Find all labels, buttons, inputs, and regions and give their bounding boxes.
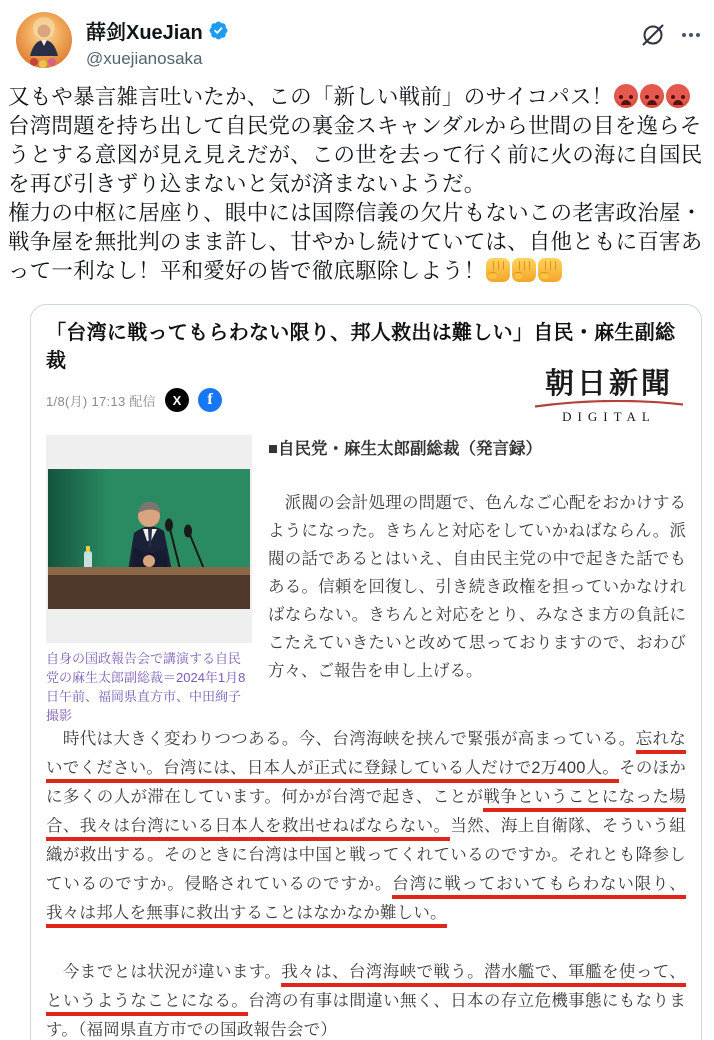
text-run: 台湾の有事は間違い無く、日本の存立危機事態にもなります。（福岡県直方市での国政報告会で） <box>46 992 686 1039</box>
article-body <box>46 435 686 1040</box>
article-heading: ■自民党・麻生太郎副総裁（発言録） <box>268 440 542 458</box>
text-run: 当然、海上自衛隊、そういう組織が救出する。そのときに台湾は中国と戦ってくれているのですか。それとも降参しているのですか。侵略されているのですか。 <box>46 817 686 893</box>
photo-caption: 自身の国政報告会で講演する自民党の麻生太郎副総裁＝2024年1月8日午前、福岡県直方市、中田絢子撮影 <box>46 651 246 723</box>
photo-column <box>46 435 252 725</box>
logo-red-swoosh <box>533 400 685 408</box>
user-handle[interactable]: @xuejianosaka <box>86 49 203 68</box>
grok-icon[interactable] <box>640 22 666 48</box>
angry-emoji <box>666 84 690 108</box>
text-run: 権力の中枢に居座り、眼中には国際信義の欠片もないこの老害政治屋・戦争屋を無批判のまま許し、甘やかし続けていては、自他ともに百害あって一利なし！平和愛好の皆で徹底駆除しよう！ <box>8 201 703 283</box>
publisher-logo <box>533 369 685 425</box>
header-actions <box>640 12 700 48</box>
text-run: 時代は大きく変わりつつある。今、台湾海峡を挟んで緊張が高まっている。 <box>46 730 636 748</box>
article-lead-paragraph: 派閥の会計処理の問題で、色んなご心配をおかけするようになった。きちんと対応をしていかねばならん。派閥の話であるとはいえ、自由民主党の中で起きた話でもある。信頼を回復し、引き続き政権を担っていかなければならない。きちんと対応をとり、みなさま方の負託にこたえていきたいと改めて思っておりますので、おわび方々、ご報告を申し上げる。 <box>268 494 686 680</box>
text-run: 台湾問題を持ち出して自民党の裏金スキャンダルから世間の目を逸らそうとする意図が見え見えだが、この世を去って行く前に火の海に自国民を再び引きずり込まないと気が済まないようだ。 <box>8 114 703 196</box>
share-facebook-icon[interactable]: f <box>198 388 222 412</box>
article-title: 「台湾に戦ってもらわない限り、邦人救出は難しい」自民・麻生副総裁 <box>46 322 676 372</box>
verified-badge-icon <box>208 20 229 41</box>
display-name[interactable]: 薛剑XueJian <box>86 22 203 44</box>
quoted-article-card[interactable] <box>30 304 702 1040</box>
fist-emoji <box>512 258 536 282</box>
text-run: 又もや暴言雑言吐いたか、この「新しい戦前」のサイコパス！ <box>8 85 614 109</box>
name-block <box>86 12 640 69</box>
article-paragraph <box>46 958 686 1040</box>
tweet-line <box>8 199 708 286</box>
tweet-line <box>8 83 708 112</box>
underlined-text: 台湾に戦っておいてもらわない限り、我々は邦人を無事に救出することはなかなか難しい。 <box>46 875 686 928</box>
tweet-line <box>8 112 708 199</box>
angry-emoji <box>614 84 638 108</box>
underlined-text: 我々は、台湾海峡で戦う。潜水艦で、軍艦を使って、というようなことになる。 <box>46 963 686 1016</box>
fist-emoji <box>538 258 562 282</box>
angry-emoji <box>640 84 664 108</box>
underlined-text: 戦争ということになった場合、我々は台湾にいる日本人を救出せねばならない。 <box>46 788 686 841</box>
text-run: そのほかに多くの人が滞在しています。何かが台湾で起き、ことが <box>46 759 686 806</box>
fist-emoji <box>486 258 510 282</box>
publisher-name: 朝日新聞 <box>544 368 673 400</box>
publish-date: 1/8(月) 17:13 配信 <box>46 393 156 409</box>
share-x-icon[interactable]: X <box>165 388 189 412</box>
article-photo[interactable] <box>46 435 252 643</box>
tweet-text <box>8 83 708 286</box>
publisher-sub: DIGITAL <box>562 409 656 424</box>
more-menu-icon[interactable] <box>682 33 700 37</box>
text-run: 今までとは状況が違います。 <box>46 963 282 981</box>
avatar[interactable] <box>16 12 72 68</box>
tweet-header <box>0 0 714 69</box>
aso-speech-photo <box>48 469 250 609</box>
article-paragraph <box>46 725 686 928</box>
underlined-text: 忘れないでください。台湾には、日本人が正式に登録している人だけで2万400人。 <box>46 730 686 783</box>
avatar-image <box>16 12 72 68</box>
